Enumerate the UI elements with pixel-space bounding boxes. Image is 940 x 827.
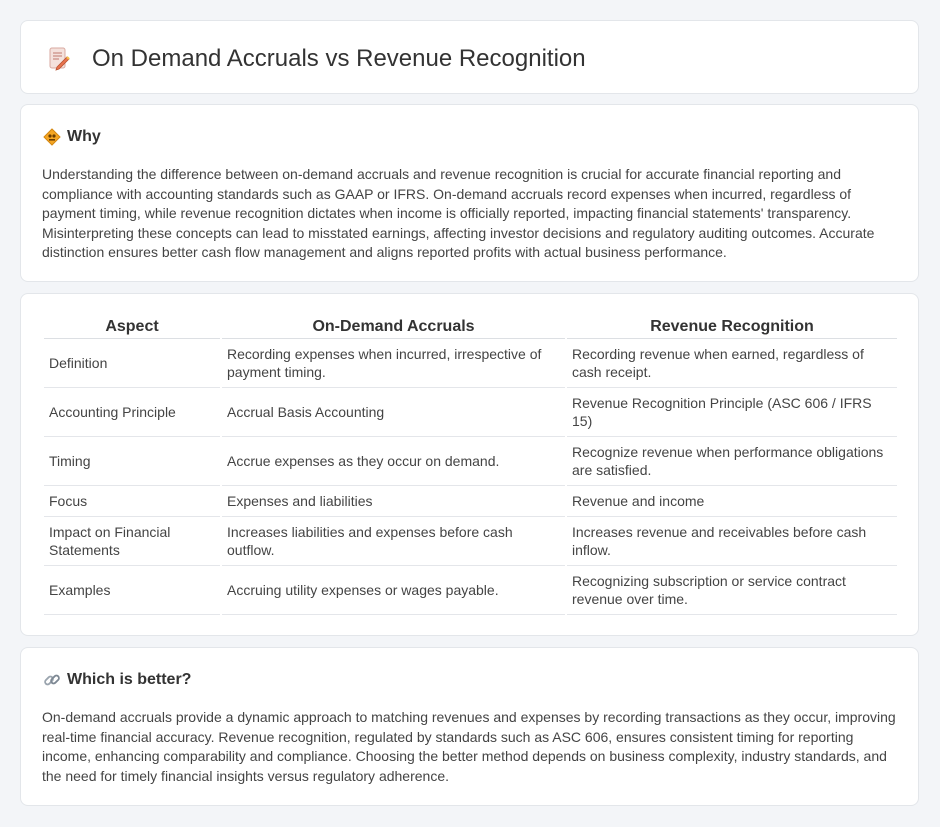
cell-accruals: Accrual Basis Accounting (222, 388, 565, 437)
why-section (20, 104, 919, 282)
cell-accruals: Accrue expenses as they occur on demand. (222, 437, 565, 486)
better-heading-text: Which is better? (67, 671, 192, 688)
which-is-better-section (20, 647, 919, 806)
link-icon (43, 671, 61, 689)
better-heading (43, 671, 191, 689)
table-row (44, 566, 897, 615)
cell-aspect: Focus (44, 486, 220, 517)
table-row (44, 339, 897, 388)
page-title: On Demand Accruals vs Revenue Recognition (92, 45, 586, 72)
cell-aspect: Definition (44, 339, 220, 388)
cell-accruals: Accruing utility expenses or wages payable. (222, 566, 565, 615)
cell-revenue: Revenue and income (567, 486, 897, 517)
why-heading-text: Why (67, 128, 101, 145)
cell-revenue: Revenue Recognition Principle (ASC 606 / IFRS 15) (567, 388, 897, 437)
cell-accruals: Expenses and liabilities (222, 486, 565, 517)
comparison-table (42, 315, 899, 615)
better-text: On-demand accruals provide a dynamic approach to matching revenues and expenses by recording transactions as they occur, improving real-time financial accuracy. Revenue recognition, regulated by standards such as ASC 606, ensures consistent timing for reporting income, enhancing comparability and compliance. Choosing the better method depends on business complexity, industry standards, and the need for timely financial insights versus regulatory adherence. (42, 709, 896, 784)
table-row (44, 437, 897, 486)
table-row (44, 517, 897, 566)
cell-revenue: Recording revenue when earned, regardless of cash receipt. (567, 339, 897, 388)
cell-aspect: Timing (44, 437, 220, 486)
table-header-row (44, 315, 897, 339)
diamond-sign-icon (43, 128, 61, 146)
cell-revenue: Increases revenue and receivables before cash inflow. (567, 517, 897, 566)
cell-accruals: Recording expenses when incurred, irrespective of payment timing. (222, 339, 565, 388)
title-card (20, 20, 919, 94)
header-aspect: Aspect (44, 315, 220, 339)
cell-accruals: Increases liabilities and expenses before cash outflow. (222, 517, 565, 566)
table-row (44, 388, 897, 437)
cell-aspect: Impact on Financial Statements (44, 517, 220, 566)
cell-aspect: Examples (44, 566, 220, 615)
cell-revenue: Recognize revenue when performance obligations are satisfied. (567, 437, 897, 486)
comparison-section (20, 293, 919, 636)
cell-revenue: Recognizing subscription or service contract revenue over time. (567, 566, 897, 615)
table-row (44, 486, 897, 517)
document-pencil-icon (48, 47, 70, 71)
cell-aspect: Accounting Principle (44, 388, 220, 437)
why-heading (43, 128, 101, 146)
header-on-demand-accruals: On-Demand Accruals (222, 315, 565, 339)
why-text: Understanding the difference between on-demand accruals and revenue recognition is crucial for accurate financial reporting and compliance with accounting standards such as GAAP or IFRS. On-demand accruals record expenses when incurred, regardless of payment timing, while revenue recognition dictates when income is officially reported, impacting financial statements' transparency. Misinterpreting these concepts can lead to misstated earnings, affecting investor decisions and regulatory auditing outcomes. Accurate distinction ensures better cash flow management and aligns reported profits with actual business performance. (42, 166, 875, 260)
header-revenue-recognition: Revenue Recognition (567, 315, 897, 339)
